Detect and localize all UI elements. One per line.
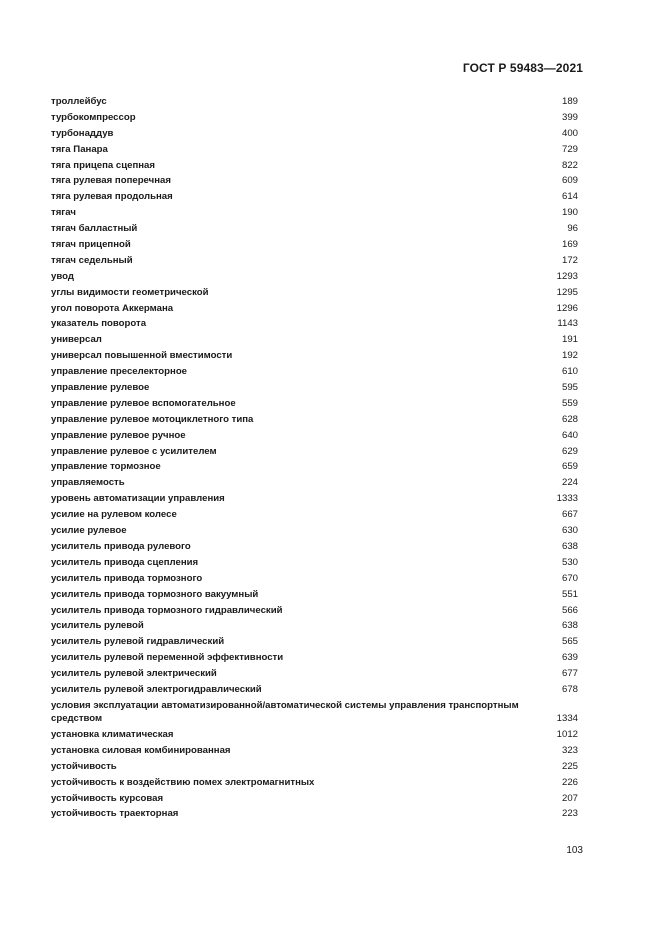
index-page-ref: 226 — [561, 776, 578, 788]
index-entry — [51, 619, 578, 632]
index-page-ref: 189 — [561, 96, 578, 107]
index-page-ref: 614 — [561, 191, 578, 203]
index-term: усилитель рулевой электрический — [51, 668, 217, 680]
index-entry — [51, 238, 578, 251]
index-term: усилитель привода тормозного вакуумный — [51, 588, 259, 600]
index-term: управление рулевое — [51, 382, 150, 394]
index-page-ref: 667 — [561, 509, 578, 521]
index-entry — [51, 699, 578, 725]
index-entry — [51, 381, 578, 394]
index-term: усилитель привода тормозного — [51, 572, 203, 584]
index-term: усилитель привода тормозного гидравлический — [51, 604, 283, 616]
index-term: тяга рулевая продольная — [51, 191, 173, 203]
index-entry — [51, 588, 578, 601]
index-page-ref: 565 — [561, 636, 578, 648]
term-index — [51, 95, 578, 823]
index-page-ref: 223 — [561, 808, 578, 820]
document-header: ГОСТ Р 59483—2021 — [462, 61, 583, 75]
index-term: усилитель привода рулевого — [51, 540, 191, 552]
index-term: уровень автоматизации управления — [51, 493, 225, 505]
index-page-ref: 678 — [561, 683, 578, 695]
index-term: управляемость — [51, 477, 125, 489]
index-entry — [51, 604, 578, 617]
index-page-ref: 192 — [561, 350, 578, 362]
index-term: тяга Панара — [51, 143, 108, 155]
index-page-ref: 670 — [561, 572, 578, 584]
index-page-ref: 822 — [561, 159, 578, 171]
index-page-ref: 566 — [561, 604, 578, 616]
index-page-ref: 729 — [561, 143, 578, 155]
index-term: усилие на рулевом колесе — [51, 509, 177, 521]
index-entry — [51, 174, 578, 187]
index-entry — [51, 556, 578, 569]
index-entry — [51, 111, 578, 124]
index-page-ref: 169 — [561, 239, 578, 251]
index-term: тягач прицепной — [51, 239, 131, 251]
index-term: управление тормозное — [51, 461, 161, 473]
index-term: устойчивость к воздействию помех электромагнитных — [51, 776, 315, 788]
index-term: устойчивость траекторная — [51, 808, 179, 820]
index-term: тягач — [51, 207, 76, 219]
index-entry — [51, 683, 578, 696]
index-term: устойчивость — [51, 760, 117, 772]
index-entry — [51, 286, 578, 299]
index-page-ref: 1143 — [557, 318, 578, 330]
index-entry — [51, 524, 578, 537]
index-entry — [51, 143, 578, 156]
index-entry — [51, 744, 578, 757]
index-page-ref: 172 — [561, 254, 578, 266]
index-page-ref: 96 — [567, 223, 578, 235]
index-entry — [51, 365, 578, 378]
index-page-ref: 1012 — [556, 728, 578, 740]
index-page-ref: 399 — [561, 111, 578, 123]
index-term: угол поворота Аккермана — [51, 302, 174, 314]
index-page-ref: 638 — [561, 620, 578, 632]
index-entry — [51, 792, 578, 805]
index-term: усилитель рулевой гидравлический — [51, 636, 225, 648]
index-page-ref: 400 — [561, 127, 578, 139]
index-entry — [51, 476, 578, 489]
index-term: турбонаддув — [51, 127, 114, 139]
index-page-ref: 530 — [561, 556, 578, 568]
index-entry — [51, 127, 578, 140]
index-entry — [51, 222, 578, 235]
index-term: троллейбус — [51, 96, 107, 107]
index-term: усилитель привода сцепления — [51, 556, 199, 568]
index-page-ref: 595 — [561, 382, 578, 394]
index-term: тягач седельный — [51, 254, 133, 266]
index-term: устойчивость курсовая — [51, 792, 164, 804]
index-term: установка климатическая — [51, 728, 174, 740]
index-page-ref: 628 — [561, 413, 578, 425]
index-term: усилитель рулевой переменной эффективности — [51, 652, 284, 664]
page-number: 103 — [566, 845, 583, 856]
index-term: универсал — [51, 334, 102, 346]
index-entry — [51, 333, 578, 346]
index-page-ref: 1293 — [556, 270, 578, 282]
index-term: усилитель рулевой электрогидравлический — [51, 683, 262, 695]
index-entry — [51, 190, 578, 203]
index-entry — [51, 728, 578, 741]
index-page-ref: 551 — [561, 588, 578, 600]
index-page-ref: 609 — [561, 175, 578, 187]
index-term: тяга прицепа сцепная — [51, 159, 155, 171]
index-entry — [51, 270, 578, 283]
index-term: турбокомпрессор — [51, 111, 136, 123]
index-page-ref: 629 — [561, 445, 578, 457]
index-term: управление преселекторное — [51, 366, 188, 378]
index-term: тяга рулевая поперечная — [51, 175, 171, 187]
index-page-ref: 190 — [561, 207, 578, 219]
index-entry — [51, 776, 578, 789]
index-entry — [51, 445, 578, 458]
index-entry — [51, 572, 578, 585]
index-page-ref: 225 — [561, 760, 578, 772]
index-entry — [51, 254, 578, 267]
index-page-ref: 677 — [561, 668, 578, 680]
index-entry — [51, 95, 578, 108]
index-term: универсал повышенной вместимости — [51, 350, 233, 362]
index-entry — [51, 540, 578, 553]
index-page-ref: 630 — [561, 525, 578, 537]
index-term: указатель поворота — [51, 318, 147, 330]
index-page-ref: 207 — [561, 792, 578, 804]
index-entry — [51, 635, 578, 648]
index-term: управление рулевое ручное — [51, 429, 186, 441]
index-page-ref: 640 — [561, 429, 578, 441]
index-term: углы видимости геометрической — [51, 286, 209, 298]
index-entry — [51, 429, 578, 442]
index-page-ref: 610 — [561, 366, 578, 378]
index-entry — [51, 159, 578, 172]
index-page-ref: 639 — [561, 652, 578, 664]
index-entry — [51, 397, 578, 410]
index-page-ref: 191 — [561, 334, 578, 346]
index-entry — [51, 667, 578, 680]
index-term: усилие рулевое — [51, 525, 127, 537]
index-term: управление рулевое с усилителем — [51, 445, 217, 457]
index-page-ref: 224 — [561, 477, 578, 489]
index-term: условия эксплуатации автоматизированной/автоматической системы управления транспортным средством — [51, 699, 519, 725]
index-entry — [51, 302, 578, 315]
index-page-ref: 1334 — [556, 713, 578, 725]
index-term: управление рулевое вспомогательное — [51, 397, 236, 409]
index-entry — [51, 651, 578, 664]
index-entry — [51, 460, 578, 473]
index-term: увод — [51, 270, 74, 282]
index-page-ref: 559 — [561, 397, 578, 409]
index-entry — [51, 508, 578, 521]
index-term: тягач балластный — [51, 223, 138, 235]
index-entry — [51, 807, 578, 820]
index-page-ref: 659 — [561, 461, 578, 473]
index-page-ref: 1333 — [556, 493, 578, 505]
index-page-ref: 638 — [561, 540, 578, 552]
index-term: усилитель рулевой — [51, 620, 144, 632]
index-term: установка силовая комбинированная — [51, 744, 231, 756]
index-page-ref: 1295 — [556, 286, 578, 298]
index-entry — [51, 492, 578, 505]
index-entry — [51, 317, 578, 330]
index-page-ref: 323 — [561, 744, 578, 756]
index-entry — [51, 206, 578, 219]
index-entry — [51, 349, 578, 362]
index-page-ref: 1296 — [556, 302, 578, 314]
index-term: управление рулевое мотоциклетного типа — [51, 413, 254, 425]
index-entry — [51, 760, 578, 773]
index-entry — [51, 413, 578, 426]
